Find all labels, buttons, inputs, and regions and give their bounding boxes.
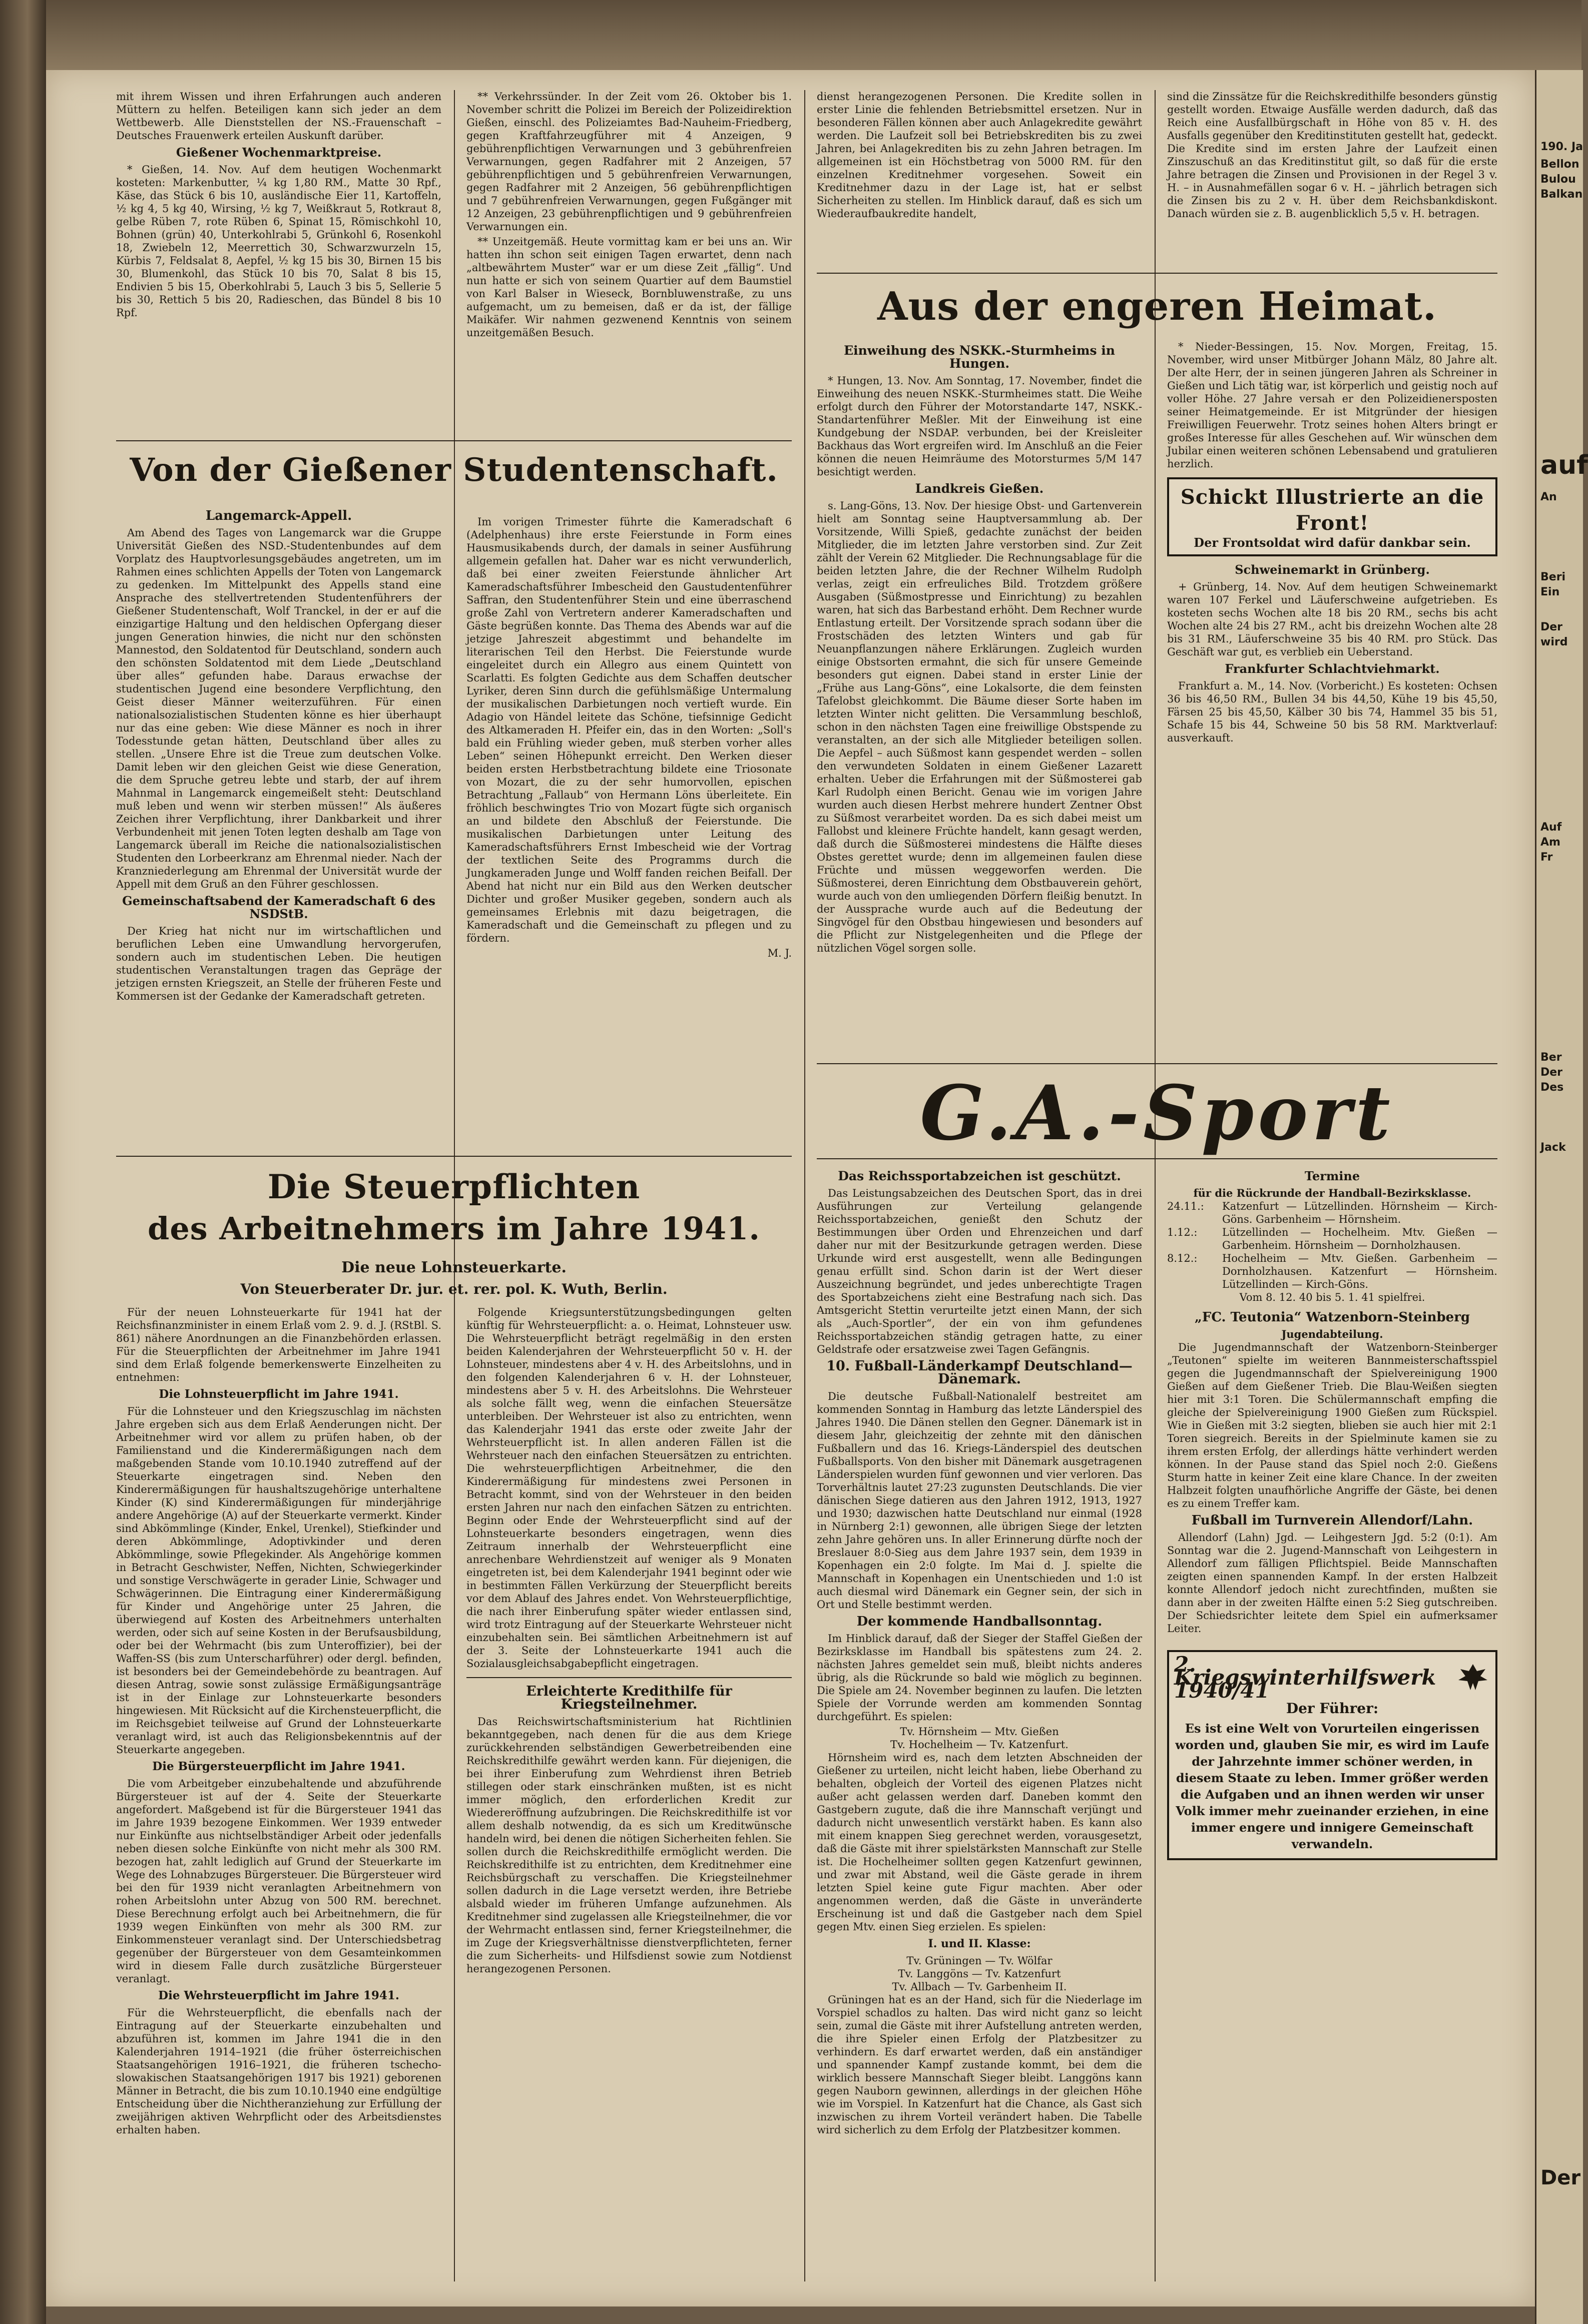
strip-line: Bellon — [1540, 158, 1579, 171]
class-heading: I. und II. Klasse: — [928, 1937, 1031, 1950]
adjacent-page-strip — [1535, 70, 1588, 2324]
top-left-block — [116, 90, 441, 321]
kredit-continued-text: dienst herangezogenen Personen. Die Kredite sollen in erster Linie die fehlenden Betriebsmittel ersetzen. Nur in besonderen Fällen können aber auch Anlagekredite gewährt werden. Die Laufzeit soll bei Betriebskrediten bis zu zwei Jahren, bei Anlagekrediten bis zu zehn Jahren betragen. Im allgemeinen ist ein Höchstbetrag von 5000 RM. für den einzelnen Kreditnehmer vorgesehen. Soweit ein Kreditnehmer dazu in der Lage ist, hat er selbst Sicherheiten zu stellen. Im Hinblick darauf, daß es sich um Wiederaufbaukredite handelt, — [817, 91, 1142, 220]
studentenschaft-title: Von der Gießener Studentenschaft. — [130, 451, 778, 489]
termine-heading: Termine — [1304, 1169, 1360, 1183]
lohnsteuer-text: Für die Lohnsteuer und den Kriegszuschlag im nächsten Jahre ergeben sich aus dem Erlaß Aenderungen nicht. Der Arbeitnehmer wird vor allem zu prüfen haben, ob der Familienstand und die Kinderermäßigungen nach dem maßgebenden Stande vom 10.10.1940 zutreffend auf der Steuerkarte eingetragen sind. Neben den Kinderermäßigungen für haushaltszugehörige unterhaltene Kinder (K) sind Kinderermäßigungen für minderjährige andere Angehörige (A) auf der Steuerkarte vermerkt. Kinder sind Abkömmlinge (Kinder, Enkel, Urenkel), Stiefkinder und deren Abkömmlinge, Adoptivkinder und deren Abkömmlinge, sowie Pflegekinder. Als Angehörige kommen in Betracht Geschwister, Neffen, Nichten, Schwiegerkinder und sonstige Verschwägerte in gerader Linie, Schwager und Schwägerinnen. Die Eintragung einer Kinderermäßigung für Kinder und Angehörige unter 25 Jahren, die überwiegend auf Kosten des Arbeitnehmers unterhalten werden, oder sich auf seine Kosten in der Berufsausbildung, oder bei der Wehrmacht (bis zum Unteroffizier), bei der Waffen-SS (bis zum Unterscharführer) oder dergl. befinden, ist besonders bei der Gemeindebehörde zu beantragen. Auf diesen Antrag, sowie sonst zulässige Ermäßigungsanträge ist in der Einlage zur Lohnsteuerkarte besonders hingewiesen. Mit Rücksicht auf die Kirchensteuerpflicht, die im Reichsgebiet teilweise auf Grund der Lohnsteuerkarte veranlagt wird, ist auch das Religionsbekenntnis auf der Steuerkarte angegeben. — [116, 1405, 441, 1756]
handball-fixture: Tv. Hochelheim — Tv. Katzenfurt. — [890, 1739, 1069, 1751]
termine-games: Katzenfurt — Lützellinden. Hörnsheim — Kirch-Göns. Garbenheim — Hörnsheim. — [1222, 1200, 1497, 1225]
verkehrssuender-text: ** Verkehrssünder. In der Zeit vom 26. Oktober bis 1. November schritt die Polizei im Bereich der Polizeidirektion Gießen, einschl. des Polizeiamtes Bad-Nauheim-Friedberg, gegen Kraftfahrzeugführer mit 4 Anzeigen, 9 gebührenpflichtigen Verwarnungen und 3 gebührenfreien Verwarnungen, gegen Radfahrer mit 2 Anzeigen, 57 gebührenpflichtigen und 5 gebührenfreien Verwarnungen, gegen Radfahrer mit 2 Anzeigen, 56 gebührenpflichtigen und 7 gebührenfreien Verwarnungen, gegen Fußgänger mit 12 Anzeigen, 23 gebührenpflichtigen und 9 gebührenfreien Verwarnungen ein. — [466, 91, 792, 233]
class-fixture: Tv. Grüningen — Tv. Wölfar — [906, 1955, 1052, 1967]
market-text: * Gießen, 14. Nov. Auf dem heutigen Wochenmarkt kosteten: Markenbutter, ¼ kg 1,80 RM., Matte 30 Rpf., Käse, das Stück 6 bis 10, ausländische Eier 11, Kartoffeln, ½ kg 4, 5 kg 40, Wirsing, ½ kg 7, Weißkraut 5, Rotkraut 8, gelbe Rüben 7, rote Rüben 6, Spinat 15, Römischkohl 10, Bohnen (grün) 40, Unterkohlrabi 5, Grünkohl 6, Rosenkohl 18, Zwiebeln 12, Meerrettich 30, Schwarzwurzeln 15, Kürbis 7, Feldsalat 8, Aepfel, ½ kg 15 bis 30, Birnen 15 bis 30, Blumenkohl, das Stück 10 bis 70, Salat 8 bis 15, Endivien 5 bis 15, Oberkohlrabi 5, Lauch 3 bis 5, Sellerie 5 bis 30, Rettich 5 bis 20, Radieschen, das Bündel 8 bis 10 Rpf. — [116, 164, 441, 319]
termine-date: 1.12.: — [1167, 1226, 1198, 1238]
schlachtviehmarkt-heading: Frankfurter Schlachtviehmarkt. — [1225, 661, 1440, 676]
illustrierte-headline: Schickt Illustrierte an die Front! — [1180, 485, 1484, 535]
studentenschaft-col2 — [466, 515, 792, 960]
handball-heading: Der kommende Handballsonntag. — [856, 1614, 1103, 1629]
newspaper-page — [46, 70, 1535, 2306]
steuer-title-line1: Die Steuerpflichten — [267, 1167, 641, 1206]
bessingen-text: * Nieder-Bessingen, 15. Nov. Morgen, Freitag, 15. November, wird unser Mitbürger Johann Mälz, 80 Jahre alt. Der alte Herr, der in seinen jüngeren Jahren als Schreiner in Gießen und Lich tätig war, ist körperlich und geistig noch auf voller Höhe. 27 Jahre versah er den Polizeidienersposten seiner Heimatgemeinde. Er ist Mitgründer der hiesigen Freiwilligen Feuerwehr. Trotz seines hohen Alters bringt er großes Interesse für alles Geschehen auf. Wir wünschen dem Jubilar einen weiteren schönen Lebensabend und gratulieren herzlich. — [1167, 341, 1497, 470]
strip-line: Beri — [1540, 571, 1566, 583]
class-text: Grüningen hat es an der Hand, sich für die Niederlage im Vorspiel schadlos zu halten. Das wird nicht ganz so leicht sein, zumal die Gäste mit ihrer Aufstellung antreten werden, die ihre Spieler einen Erfolg der Platzbesitzer zu verhindern. Es darf erwartet werden, daß ein anständiger und spannender Kampf zustande kommt, bei dem die wirklich bessere Mannschaft Sieger bleibt. Langgöns kann gegen Nauborn gewinnen, allerdings in der gleichen Höhe wie im Vorspiel. In Katzenfurt hat die Chance, als Gast sich inzwischen zu ihrem Vorteil verändert haben. Die Tabelle wird sicherlich zu dem Erfolg der Platzbesitzer kommen. — [817, 1994, 1142, 2136]
langemarck-text: Am Abend des Tages von Langemarck war die Gruppe Universität Gießen des NSD.-Studentenbundes auf dem Vorplatz des Hauptvorlesungsgebäudes angetreten, um im Rahmen eines schlichten Appells der Toten von Langemarck zu gedenken. Im Mittelpunkt des Appells stand eine Ansprache des stellvertretenden Studentenführers der Gießener Studentenschaft, Wolf Tranckel, in der er auf die einzigartige Haltung und den heldischen Opfergang dieser jungen Generation hinwies, die nicht nur den schönsten Mannestod, den Soldatentod für Deutschland, sondern auch den schönsten Soldatentod mit dem Liede „Deutschland über alles“ gefunden habe. Daraus erwachse der studentischen Jugend eine besondere Verpflichtung, den Geist dieser Männer weiterzuführen. Für einen nationalsozialistischen Studenten könne es hier überhaupt nur das eine geben: Wie diese Männer es noch in ihrer Todesstunde getan hätten, Deutschland über alles zu stellen. „Unsere Ehre ist die Treue zum deutschen Volke. Damit leben wir den gleichen Geist wie diese Generation, die dem Spruche getreu lebte und starb, der auf ihrem Mahnmal in Langemarck eingemeißelt steht: Deutschland muß leben und wenn wir sterben müssen!“ Als äußeres Zeichen ihrer Verpflichtung, ihrer Dankbarkeit und ihrer Verbundenheit mit jenen Toten legten deshalb am Tage von Langemarck überall im Reiche die nationalsozialistischen Studenten den Lorbeerkranz am Ehrenmal nieder. Nach der Kranzniederlegung am Ehrenmal der Universität wurde der Appell mit dem Gruß an den Führer geschlossen. — [116, 527, 441, 890]
market-heading: Gießener Wochenmarktpreise. — [176, 145, 382, 160]
studentenschaft-col1 — [116, 505, 441, 1005]
strip-line: Balkan — [1540, 188, 1583, 201]
teutonia-heading: „FC. Teutonia“ Watzenborn-Steinberg — [1194, 1310, 1470, 1325]
strip-line: Fr — [1540, 851, 1553, 864]
langemarck-heading: Langemarck-Appell. — [205, 508, 352, 523]
lohnsteuer-heading: Die Lohnsteuerpflicht im Jahre 1941. — [159, 1387, 399, 1401]
whw-quote-heading: Der Führer: — [1286, 1700, 1379, 1717]
strip-line: Ber — [1540, 1051, 1562, 1064]
strip-line: Des — [1540, 1081, 1564, 1094]
strip-line: wird — [1540, 636, 1568, 648]
steuer-intro: Für der neuen Lohnsteuerkarte für 1941 hat der Reichsfinanzminister in einem Erlaß vom 2. 9. d. J. (RStBl. S. 861) nähere Anordnungen an die Finanzbehörden erlassen. Für die Steuerpflichten der Arbeitnehmer im Jahre 1941 sind dem Erlaß folgende bemerkenswerte Einzelheiten zu entnehmen: — [116, 1306, 441, 1383]
whw-title — [1174, 1652, 1490, 1703]
buergersteuer-text: Die vom Arbeitgeber einzubehaltende und abzuführende Bürgersteuer ist auf der 4. Seite der Steuerkarte angefordert. Maßgebend ist für die Bürgersteuer 1941 das im Jahre 1939 bezogene Einkommen. Wer 1939 entweder nur Einkünfte aus nichtselbständiger Arbeit oder jedenfalls neben diesen solche Einkünfte von nicht mehr als 300 RM. bezogen hat, zahlt lediglich auf Grund der Steuerkarte im Wege des Lohnabzuges Bürgersteuer. Die Bürgersteuer wird bei den für 1939 nicht veranlagten Arbeitnehmern von rohen Arbeitslohn unter Abzug von 500 RM. berechnet. Diese Berechnung erfolgt auch bei Arbeitnehmern, die für 1939 wegen Einkünften von mehr als 300 RM. zur Einkommensteuer veranlagt sind. Der Unterschiedsbetrag gegenüber der Bürgersteuer von dem Gesamteinkommen wird in diesem Falle durch zusätzliche Bürgersteuer veranlagt. — [116, 1778, 441, 1985]
handball-text-2: Hörnsheim wird es, nach dem letzten Abschneiden der Gießener zu urteilen, nicht leicht haben, liebe Oberhand zu behalten, obgleich der Vorteil des eigenen Platzes nicht außer acht gelassen werden darf. Daneben kommt den Gastgebern zugute, daß die ihre Mannschaft verjüngt und dadurch nicht unwesentlich verstärkt haben. Es kann also mit einem knappen Sieg gerechnet werden, vorausgesetzt, daß die Gäste mit ihrer spielstärksten Mannschaft zur Stelle ist. Die Hochelheimer sollten gegen Katzenfurt gewinnen, und zwar mit Abstand, weil die Gäste gerade in ihrem letzten Spiel keine gute Figur machten. Aber oder angenommen werden, daß die Gäste in unveränderte Erscheinung ist und daß die Gastgeber nach dem Spiel gegen Mtv. einen Sieg erzielen. Es spielen: — [817, 1752, 1142, 1933]
steuer-title-line2: des Arbeitnehmers im Jahre 1941. — [147, 1210, 761, 1247]
strip-line: Der — [1540, 1066, 1563, 1079]
gemeinschaft-text: Der Krieg hat nicht nur im wirtschaftlichen und beruflichen Leben eine Umwandlung hervorgerufen, sondern auch im studentischen Leben. Die heutigen studentischen Veranstaltungen tragen das Gepräge der jetzigen ernsten Kriegszeit, an Stelle der früheren Feste und Kommersen ist der Gedanke der Kameradschaft getreten. — [116, 925, 441, 1002]
hungen-text: * Hungen, 13. Nov. Am Sonntag, 17. November, findet die Einweihung des neuen NSKK.-Sturmheimes statt. Die Weihe erfolgt durch den Führer der Motorstandarte 147, NSKK.-Standartenführer Meßler. Mit der Einweihung ist eine Kundgebung der NSDAP. verbunden, bei der Kreisleiter Backhaus das Wort ergreifen wird. Im Anschluß an die Feier können die neuen Heimräume des Motorsturmes 5/M 147 besichtigt werden. — [817, 375, 1142, 478]
rule-kredithilfe — [466, 1677, 792, 1678]
eagle-emblem-icon — [1455, 1660, 1490, 1695]
kredithilfe-heading: Erleichterte Kredithilfe für Kriegsteilnehmer. — [526, 1684, 732, 1712]
termine-table — [1167, 1200, 1497, 1291]
top-far-right-block — [1167, 90, 1497, 222]
langgoens-text: s. Lang-Göns, 13. Nov. Der hiesige Obst- und Gartenverein hielt am Sonntag seine Hauptversammlung ab. Der Vorsitzende, Willi Spieß, gedachte zunächst der beiden Mitglieder, die im letzten Jahre verstorben sind. Zur Zeit zählt der Verein 62 Mitglieder. Die Rechnungsablage für die beiden letzten Jahre, die der Rechner Wilhelm Rudolph verlas, zeigt ein erfreuliches Bild. Trotzdem größere Ausgaben (Süßmostpresse und Einrichtung) zu bezahlen waren, hat sich das Barbestand erhöht. Dem Rechner wurde Entlastung erteilt. Der Vorsitzende sprach sodann über die Frostschäden des letzten Winters und gab für Neuanpflanzungen nähere Erklärungen. Zugleich wurden einige Obstsorten ermahnt, die sich für unsere Gemeinde besonders gut eignen. Dabei stand in erster Linie der „Frühe aus Lang-Göns“, eine Lokalsorte, die dem feinsten Tafelobst gleichkommt. Die Bäume dieser Sorte haben im letzten Winter nicht gelitten. Die Versammlung beschloß, schon in den nächsten Tagen eine freiwillige Obstspende zu veranstalten, an der sich alle Mitglieder beteiligen sollen. Die Aepfel – auch Süßmost kann gespendet werden – sollen den verwundeten Soldaten in einem Gießener Lazarett erhalten. Ueber die Erfahrungen mit der Süßmosterei gab Karl Rudolph einen Bericht. Genau wie im vorigen Jahre wurden auch diesen Herbst mehrere hundert Zentner Obst zu Süßmost verarbeitet worden. Da es sich dabei meist um Fallobst und kleinere Früchte handelt, kann gesagt werden, daß durch die Süßmosterei mindestens die Hälfte dieses Obstes gerettet wurde; denn im allgemeinen faulen diese Früchte und müssen weggeworfen werden. Die Süßmosterei, deren Einrichtung dem Obstbauverein gehört, wurde auch von den umliegenden Dörfern fleißig benutzt. In der Aussprache wurde auch auf die Bedeutung der Singvögel für den Obstbau hingewiesen und besonders auf die Pflicht zur Nistgelegenheiten und die Pflege der nützlichen Vögel sorgen solle. — [817, 500, 1142, 954]
hungen-heading: Einweihung des NSKK.-Sturmheims in Hungen. — [844, 343, 1115, 371]
reichssport-text: Das Leistungsabzeichen des Deutschen Sport, das in drei Ausführungen zur Verteilung gelangende Reichssportabzeichen, genießt den Schutz der Bestimmungen über Orden und Ehrenzeichen und darf daher nur mit der Besitzurkunde getragen werden. Diese Urkunde wird erst ausgestellt, wenn alle Bedingungen genau erfüllt sind. Schon darin ist der Wert dieser Auszeichnung begründet, und jedes unberechtigte Tragen des Sportabzeichens zieht eine Bestrafung nach sich. Das Amtsgericht Stettin verurteilte jetzt einen Mann, der sich als „Auch-Sportler“, der ein von ihm gefundenes Reichssportabzeichen ständig getragen hatte, zu einer Geldstrafe oder ersatzweise zwei Tagen Gefängnis. — [817, 1187, 1142, 1355]
top-right-block — [817, 90, 1142, 222]
class-fixture: Tv. Allbach — Tv. Garbenheim II. — [892, 1981, 1067, 1993]
strip-line: Jack — [1540, 1141, 1566, 1154]
zinssaetze-text: sind die Zinssätze für die Reichskredithilfe besonders günstig gestellt worden. Etwaige Ausfälle werden dadurch, daß das Reich eine Ausfallbürgschaft in Höhe von 85 v. H. des Ausfalls gegenüber den Kreditinstituten gestellt hat, gedeckt. Die Kredite sind im ersten Jahre der Laufzeit einen Zinszuschuß an das Kreditinstitut gilt, so daß für die erste Jahre betragen die Zinsen und Provisionen in der Regel 3 v. H. – in Ausnahmefällen sogar 6 v. H. – jährlich betragen sich die Zinsen bis zu 2 v. H. über dem Reichsbankdiskont. Danach würden sie z. B. augenblicklich 5,5 v. H. betragen. — [1167, 91, 1497, 220]
page-edge-top — [46, 0, 1581, 70]
wehrsteuer-text: Für die Wehrsteuerpflicht, die ebenfalls nach der Eintragung auf der Steuerkarte einzubehalten und abzuführen ist, kommen im Jahre 1941 die in den Kalenderjahren 1914–1921 (die früher österreichischen Staatsangehörigen 1916–1921, die früheren tschecho-slowakischen Staatsangehörigen 1917 bis 1921) geborenen Männer in Betracht, die bis zum 10.10.1940 eine endgültige Entscheidung über die Nichtheranziehung zur Erfüllung der zweijährigen aktiven Wehrpflicht oder des Arbeitsdienstes erhalten haben. — [116, 2007, 441, 2136]
strip-line: Bulou — [1540, 173, 1576, 186]
unzeitgemaess-text: ** Unzeitgemäß. Heute vormittag kam er bei uns an. Wir hatten ihn schon seit einigen Tagen erwartet, denn nach „altbewährtem Muster“ war er um diese Zeit „fällig“. Und nun hatte er sich von seinem Quartier auf dem Baumstiel von Karl Balser in Wieseck, Bornbluwenstraße, zu uns aufgemacht, um zu bemeisen, daß er da ist, der fällige Maikäfer. Wir nahmen gezwenend Kenntnis von seinem unzeitgemäßen Besuch. — [466, 236, 792, 339]
illustrierte-box — [1167, 477, 1497, 556]
column-rule-2 — [804, 90, 805, 2281]
wehrsteuer-continued: Folgende Kriegsunterstützungsbedingungen gelten künftig für Wehrsteuerpflicht: a. o. Heimat, Lohnsteuer usw. Die Wehrsteuerpflicht beträgt regelmäßig in den ersten beiden Kalenderjahren der Wehrsteuerpflicht 50 v. H. der Lohnsteuer, mindestens aber 4 v. H. des Arbeitslohns, und in den folgenden Kalenderjahren 6 v. H. der Lohnsteuer, mindestens aber 5 v. H. des Arbeitslohns. Die Wehrsteuer als solche fällt weg, wenn die einfachen Steuersätze unterbleiben. Der Wehrsteuer ist also zu entrichten, wenn das Kalenderjahr 1941 das erste oder zweite Jahr der Wehrsteuerpflicht ist. In allen anderen Fällen ist die Wehrsteuer nach den einfachen Steuersätzen zu entrichten. Die wehrsteuerpflichtigen Arbeitnehmer, die den Kinderermäßigung für mindestens zwei Personen in Betracht kommt, sind von der Wehrsteuer in den beiden ersten Jahren nur nach den einfachen Sätzen zu entrichten. Beginn oder Ende der Wehrsteuerpflicht sind auf der Lohnsteuerkarte besonders eingetragen, wenn dies Zeitraum innerhalb der Wehrsteuerpflicht eine anrechenbare Wehrdienstzeit auf weniger als 9 Monaten eingetreten ist, bei dem Kalenderjahr 1941 beginnt oder wie in bestimmten Fällen Verkürzung der Steuerpflicht bereits vor dem Ablauf des Jahres endet. Von Wehrsteuerpflichtige, die nach ihrer Einberufung später wieder entlassen sind, wird trotz Eintragung auf der Steuerkarte Wehrsteuer nicht einzubehalten sein. Bei sämtlichen Arbeitnehmern ist auf der 3. Seite der Lohnsteuerkarte 1941 auch die Sozialausgleichsabgabepflicht eingetragen. — [466, 1306, 792, 1670]
strip-line: Auf — [1540, 821, 1562, 834]
reichssport-heading: Das Reichssportabzeichen ist geschützt. — [838, 1169, 1121, 1183]
laenderkampf-text: Die deutsche Fußball-Nationalelf bestreitet am kommenden Sonntag in Hamburg das letzte Länderspiel des Jahres 1940. Die Dänen stellen den Gegner. Dänemark ist in diesem Jahr, gleichzeitig der zehnte mit den dänischen Fußballern und das 16. Kriegs-Länderspiel des deutschen Fußballsports. Von den bisher mit Dänemark ausgetragenen Länderspielen wurden fünf gewonnen und vier verloren. Das Torverhältnis lautet 27:23 zugunsten Deutschlands. Die vier dänischen Siege datieren aus den Jahren 1912, 1913, 1927 und 1930; dazwischen hatte Deutschland nur einmal (1928 in Nürnberg 2:1) gewonnen, alle übrigen Siege der letzten zehn Jahre gehören uns. In aller Erinnerung dürfte noch der Breslauer 8:0-Sieg aus dem Jahre 1937 sein, dem 1939 in Kopenhagen ein 2:0 folgte. Im Mai d. J. spielte die Mannschaft in Kopenhagen ein Unentschieden und 1:0 ist auch diesmal wird Dänemark ein Gegner sein, der sich in Ort und Stelle bestimmt werden. — [817, 1390, 1142, 1611]
buergersteuer-heading: Die Bürgersteuerpflicht im Jahre 1941. — [152, 1760, 405, 1773]
studentenschaft-signature: M. J. — [767, 947, 792, 959]
termine-date: 8.12.: — [1167, 1252, 1198, 1264]
allendorf-heading: Fußball im Turnverein Allendorf/Lahn. — [1191, 1513, 1473, 1528]
kredithilfe-text: Das Reichswirtschaftsministerium hat Richtlinien bekanntgegeben, nach denen für die aus dem Kriege zurückkehrenden selbständigen Gewerbetreibenden eine Reichskredithilfe gewährt werden kann. Für diejenigen, die bei ihrer Einberufung zum Wehrdienst ihren Betrieb stillegen oder stark einschränken mußten, ist es nicht immer möglich, den erforderlichen Kredit zur Wiedereröffnung aufzubringen. Die Reichskredithilfe ist vor allem deshalb notwendig, da es sich um Kreditwünsche handeln wird, bei denen die nötigen Sicherheiten fehlen. Sie sollen durch die Reichskredithilfe ermöglicht werden. Die Reichskredithilfe ist zu entrichten, dem Kreditnehmer eine Reichsbürgschaft zu verschaffen. Die Kriegsteilnehmer sollen dadurch in die Lage versetzt werden, ihre Betriebe alsbald wieder im früheren Umfange aufzunehmen. Als Kreditnehmer sind zugelassen alle Kriegsteilnehmer, die vor der Wehrmacht entlassen sind, ferner Kriegsteilnehmer, die im Zuge der Kriegsverhältnisse dienstverpflichteten, ferner die zum Sicherheits- und Hilfsdienst sowie zum Notdienst herangezogenen Personen. — [466, 1716, 792, 1975]
schlachtviehmarkt-text: Frankfurt a. M., 14. Nov. (Vorbericht.) Es kosteten: Ochsen 36 bis 46,50 RM., Bullen 34 bis 44,50, Kühe 19 bis 45,50, Färsen 25 bis 45,50, Kälber 30 bis 74, Hammel 35 bis 51, Schafe 15 bis 44, Schweine 50 bis 58 RM. Marktverlauf: ausverkauft. — [1167, 680, 1497, 744]
class-fixture: Tv. Langgöns — Tv. Katzenfurt — [898, 1968, 1061, 1980]
steuer-col2 — [466, 1306, 792, 1977]
rule-studentenschaft — [116, 440, 792, 441]
handball-text: Im Hinblick darauf, daß der Sieger der Staffel Gießen der Bezirksklasse im Handball bis spätestens zum 24. 2. nächsten Jahres gemeldet sein muß, bleibt nichts anderes übrig, als die Rückrunde so bald wie möglich zu beginnen. Die Spiele am 24. November beginnen zu laufen. Die letzten Spiele der Vorrunde werden am kommenden Sonntag durchgeführt. Es spielen: — [817, 1633, 1142, 1723]
handball-fixture: Tv. Hörnsheim — Mtv. Gießen — [900, 1726, 1059, 1738]
termine-date: 24.11.: — [1167, 1200, 1204, 1212]
termine-subheading: für die Rückrunde der Handball-Bezirksklasse. — [1193, 1187, 1471, 1199]
whw-quote: Es ist eine Welt von Vorurteilen eingerissen worden und, glauben Sie mir, es wird im Laufe der Jahrzehnte immer schöner werden, in diesem Staate zu leben. Immer größer werden die Aufgaben und an ihnen werden wir unser Volk immer mehr zueinander erziehen, in eine immer engere und innigere Gemeinschaft verwandeln. — [1175, 1721, 1489, 1851]
whw-title-text: 2. Kriegswinterhilfswerk 1940/41 — [1174, 1652, 1436, 1703]
illustrierte-subline: Der Frontsoldat wird dafür dankbar sein. — [1194, 535, 1471, 550]
column-rule-3 — [1155, 90, 1156, 2281]
strip-line: Der — [1540, 621, 1563, 633]
rule-sport — [817, 1063, 1497, 1064]
top-mid-block — [466, 90, 792, 341]
gemeinschaft-heading: Gemeinschaftsabend der Kameradschaft 6 des NSDStB. — [122, 894, 435, 921]
termine-games: Lützellinden — Hochelheim. Mtv. Gießen — Garbenheim. Hörnsheim — Dornholzhausen. — [1222, 1226, 1497, 1251]
kameradschaft-text: Im vorigen Trimester führte die Kameradschaft 6 (Adelphenhaus) ihre erste Feierstunde in Form eines Hausmusikabends durch, der damals in seiner Ausführung allgemein gefallen hat. Daher war es nicht verwunderlich, daß bei einer zweiten Feierstunde ähnlicher Art Kameradschaftsführer Imbescheid den Gaustudentenführer Saffran, den Studentenführer Stein und eine überraschend große Zahl von Vertretern anderer Kameradschaften und Gäste begrüßen konnte. Das Thema des Abends war auf die jetzige Jahreszeit abgestimmt und behandelte im literarischen Teil den Herbst. Die Feierstunde wurde eingeleitet durch ein Allegro aus einem Quintett von Scarlatti. Es folgten Gedichte aus dem Schaffen deutscher Lyriker, deren Sinn durch die gefühlsmäßige Untermalung der musikalischen Darbietungen noch vertieft wurde. Ein Adagio von Händel leitete das Schöne, tiefsinnige Gedicht des Altkameraden H. Pfeifer ein, das in den Worten: „Soll's bald ein Frühling wieder geben, muß sterben vorher alles Leben“ seinen Höhepunkt erreicht. Den Werken dieser beiden ersten Herbstbetrachtung bildete eine Triosonate von Mozart, die zu der sehr humorvollen, epischen Betrachtung „Fallaub“ von Hermann Löns überleitete. Ein fröhlich beschwingtes Trio von Mozart fügte sich organisch an und bildete den Abschluß der Feierstunde. Die musikalischen Darbietungen unter Leitung des Kameradschaftsführers Ernst Imbescheid wie der Vortrag der textlichen Seite des Programms durch die Jungkameraden Junge und Wolff fanden reichen Beifall. Der Abend hat nicht nur ein Bild aus den Werken deutscher Dichter und großer Musiker gegeben, sondern auch als gemeinsames Erlebnis mit dazu beigetragen, die Kameradschaft und die Gemeinschaft zu pflegen und zu fördern. — [466, 516, 792, 944]
schweinemarkt-heading: Schweinemarkt in Grünberg. — [1235, 562, 1430, 577]
sport-col4 — [1167, 1166, 1497, 1860]
steuer-byline: Von Steuerberater Dr. jur. et. rer. pol. K. Wuth, Berlin. — [240, 1281, 668, 1297]
rule-sport-bottom — [817, 1158, 1497, 1159]
strip-line: 190. Ja — [1540, 141, 1583, 153]
allendorf-text: Allendorf (Lahn) Jgd. — Leihgestern Jgd. 5:2 (0:1). Am Sonntag war die 2. Jugend-Mannschaft von Leihgestern in Allendorf zum fälligen Pflichtspiel. Beide Mannschaften zeigten einen spannenden Kampf. In der ersten Halbzeit konnte Allendorf jedoch nicht zurechtfinden, mußten sie dann aber in der zweiten Hälfte einen 5:2 Sieg gutschreiben. Der Schiedsrichter leitete dem Spiel ein aufmerksamer Leiter. — [1167, 1531, 1497, 1635]
wehrsteuer-heading: Die Wehrsteuerpflicht im Jahre 1941. — [158, 1989, 399, 2002]
heimat-title: Aus der engeren Heimat. — [877, 284, 1437, 329]
strip-line: An — [1540, 491, 1557, 503]
page-edge-left — [0, 0, 46, 2324]
steuer-subtitle: Die neue Lohnsteuerkarte. — [341, 1259, 567, 1276]
strip-line: Der — [1540, 2166, 1581, 2189]
strip-line: auf — [1540, 450, 1588, 480]
termine-games: Hochelheim — Mtv. Gießen. Garbenheim — Dornholzhausen. Katzenfurt — Hörnsheim. Lützellinden — Kirch-Göns. — [1222, 1252, 1497, 1290]
sport-banner: G.A.-Sport — [920, 1069, 1394, 1157]
strip-line: Am — [1540, 836, 1560, 849]
termine-note: Vom 8. 12. 40 bis 5. 1. 41 spielfrei. — [1239, 1291, 1425, 1303]
sport-col3 — [817, 1166, 1142, 2138]
laenderkampf-heading: 10. Fußball-Länderkampf Deutschland—Dänemark. — [826, 1358, 1133, 1387]
whw-box — [1167, 1650, 1497, 1860]
frauenschaft-lead: mit ihrem Wissen und ihren Erfahrungen auch anderen Müttern zu helfen. Beteiligen kann sich jeder an dem Wettbewerb. Alle Dienststellen der NS.-Frauenschaft – Deutsches Frauenwerk erteilen Auskunft darüber. — [116, 91, 441, 142]
steuer-col1 — [116, 1306, 441, 2138]
heimat-col3 — [817, 340, 1142, 957]
teutonia-text: Die Jugendmannschaft der Watzenborn-Steinberger „Teutonen“ spielte im weiteren Bannmeisterschaftsspiel gegen die Jugendmannschaft der Spielvereinigung 1900 Gießen auf dem Gießener Trieb. Die Blau-Weißen siegten hier mit 3:1 Toren. Die Schülermannschaft empfing die gleiche der Spielvereinigung 1900 Gießen zum Rückspiel. Wie in Gießen mit 3:2 siegten, blieben sie auch hier mit 2:1 Toren siegreich. Bereits in der Spielminute kamen sie zu ihrem ersten Erfolg, der allerdings hätte verhindert werden können. In der Pause stand das Spiel noch 2:0. Gießens Sturm hatte in keiner Zeit eine klare Chance. In der zweiten Halbzeit folgten unaufhörliche Angriffe der Gäste, bei denen es zu einem Treffer kam. — [1167, 1341, 1497, 1509]
strip-line: Ein — [1540, 586, 1560, 598]
schweinemarkt-text: + Grünberg, 14. Nov. Auf dem heutigen Schweinemarkt waren 107 Ferkel und Läuferschweine aufgetrieben. Es kosteten sechs Wochen alte 18 bis 20 RM., sechs bis acht Wochen alte 24 bis 27 RM., acht bis dreizehn Wochen alte 28 bis 31 RM., Läuferschweine 35 bis 40 RM. pro Stück. Das Geschäft war gut, es verblieb ein Ueberstand. — [1167, 581, 1497, 658]
landkreis-heading: Landkreis Gießen. — [915, 481, 1044, 496]
rule-steuer — [116, 1156, 792, 1157]
rule-heimat — [817, 273, 1497, 274]
heimat-col4 — [1167, 340, 1497, 746]
teutonia-subheading: Jugendabteilung. — [1281, 1328, 1383, 1340]
